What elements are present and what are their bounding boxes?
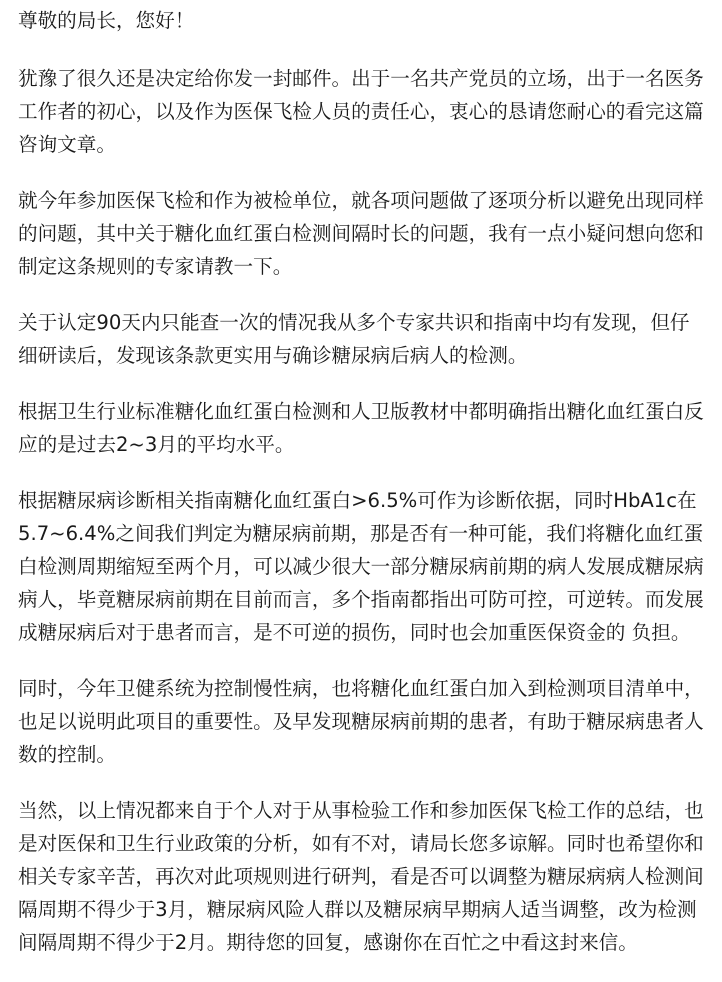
letter-paragraph-2: 就今年参加医保飞检和作为被检单位，就各项问题做了逐项分析以避免出现同样的问题，其中关于糖化血红蛋白检测间隔时长的问题，我有一点小疑问想向您和制定这条规则的专家请教一下。 bbox=[18, 189, 704, 278]
letter-paragraph-3: 关于认定90天内只能查一次的情况我从多个专家共识和指南中均有发现，但仔细研读后，发现该条款更实用与确诊糖尿病后病人的检测。 bbox=[18, 311, 690, 367]
letter-paragraph-1: 犹豫了很久还是决定给你发一封邮件。出于一名共产党员的立场，出于一名医务工作者的初心，以及作为医保飞检人员的责任心，衷心的恳请您耐心的看完这篇咨询文章。 bbox=[18, 67, 704, 156]
letter-paragraph-6: 同时，今年卫健系统为控制慢性病，也将糖化血红蛋白加入到检测项目清单中，也足以说明此项目的重要性。及早发现糖尿病前期的患者，有助于糖尿病患者人数的控制。 bbox=[18, 677, 704, 766]
letter-paragraph-5: 根据糖尿病诊断相关指南糖化血红蛋白>6.5%可作为诊断依据，同时HbA1c在5.7~6.4%之间我们判定为糖尿病前期，那是否有一种可能，我们将糖化血红蛋白检测周期缩短至两个月，可以减少很大一部分糖尿病前期的病人发展成糖尿病病人，毕竟糖尿病前期在目前而言，多个指南都指出可防可控，可逆转。而发展成糖尿病后对于患者而言，是不可逆的损伤，同时也会加重医保资金的 负担。 bbox=[18, 489, 704, 644]
letter-paragraph-7: 当然，以上情况都来自于个人对于从事检验工作和参加医保飞检工作的总结，也是对医保和卫生行业政策的分析，如有不对，请局长您多谅解。同时也希望你和相关专家辛苦，再次对此项规则进行研判，看是否可以调整为糖尿病病人检测间隔周期不得少于3月，糖尿病风险人群以及糖尿病早期病人适当调整，改为检测间隔周期不得少于2月。期待您的回复，感谢你在百忙之中看这封来信。 bbox=[18, 799, 704, 954]
letter-paragraph-4: 根据卫生行业标准糖化血红蛋白检测和人卫版教材中都明确指出糖化血红蛋白反应的是过去2~3月的平均水平。 bbox=[18, 400, 704, 456]
letter-greeting: 尊敬的局长，您好！ bbox=[18, 9, 195, 32]
letter-body bbox=[18, 4, 704, 982]
